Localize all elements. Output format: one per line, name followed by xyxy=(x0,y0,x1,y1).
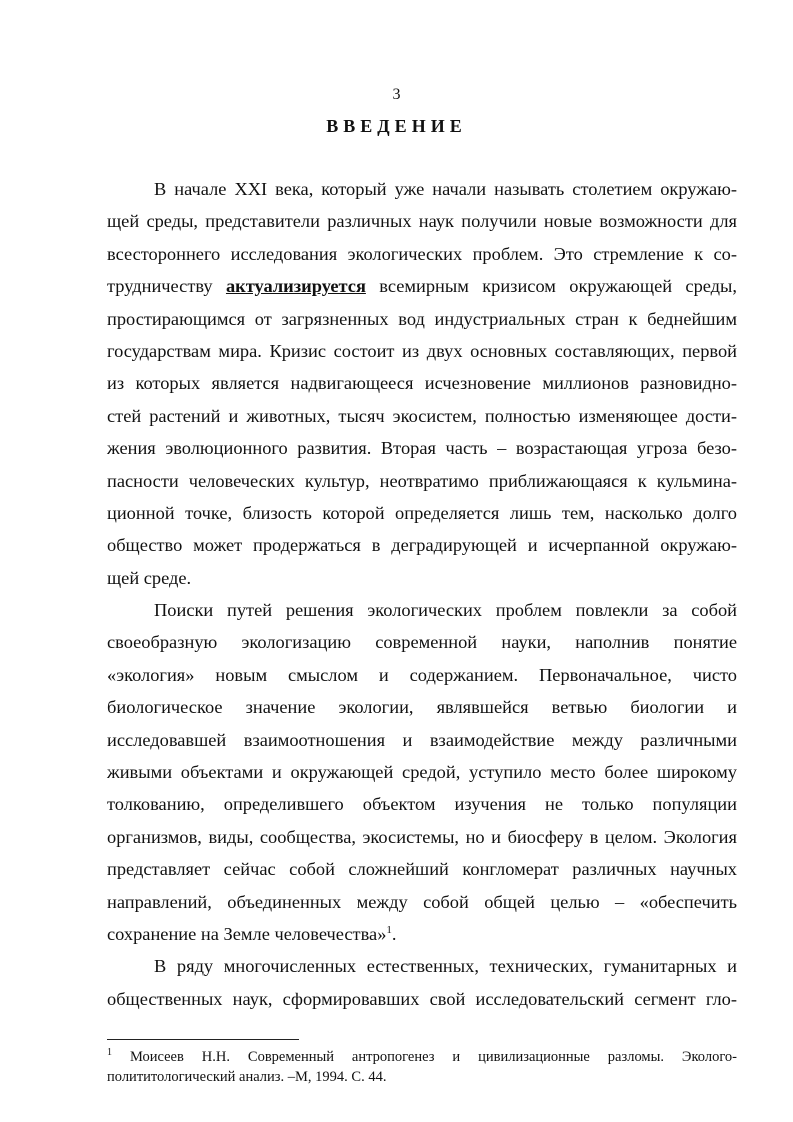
text-line: Поиски путей решения экологических проблем повлекли за собой xyxy=(154,600,737,621)
text-line: исследовавшей взаимоотношения и взаимодействие между различными xyxy=(107,729,737,750)
text-line xyxy=(107,270,737,302)
footnote xyxy=(107,1047,737,1087)
footnote-divider xyxy=(107,1039,299,1040)
text-fragment: сохранение на Земле человечества» xyxy=(107,923,387,944)
text-line: своеобразную экологизацию современной науки, наполнив понятие xyxy=(107,632,737,653)
text-line: представляет сейчас собой сложнейший конгломерат различных научных xyxy=(107,859,737,880)
text-line: пасности человеческих культур, неотвратимо приближающаяся к кульмина- xyxy=(107,470,737,491)
highlighted-word: актуализируется xyxy=(225,276,366,297)
page-title: ВВЕДЕНИЕ xyxy=(326,116,467,136)
text-line: щей среды, представители различных наук получили новые возможности для xyxy=(107,211,737,232)
text-line: простирающимся от загрязненных вод индустриальных стран к беднейшим xyxy=(107,308,737,329)
text-fragment: трудничеству xyxy=(107,276,226,297)
text-line: щей среде. xyxy=(107,567,192,588)
text-line: из которых является надвигающееся исчезновение миллионов разновидно- xyxy=(107,373,737,394)
text-line: «экология» новым смыслом и содержанием. Первоначальное, чисто xyxy=(107,664,737,685)
text-line: общество может продержаться в деградирующей и исчерпанной окружаю- xyxy=(107,535,737,556)
body-text xyxy=(107,173,737,1015)
text-line: толкованию, определившего объектом изучения не только популяции xyxy=(107,794,737,815)
text-line: государствам мира. Кризис состоит из двух основных составляющих, первой xyxy=(107,340,737,361)
text-line: В ряду многочисленных естественных, технических, гуманитарных и xyxy=(154,956,737,977)
text-line: ционной точке, близость которой определяется лишь тем, насколько долго xyxy=(107,502,737,523)
footnote-reference[interactable]: 1 xyxy=(386,923,392,936)
text-line: биологическое значение экологии, являвшейся ветвью биологии и xyxy=(107,697,737,718)
page-number: 3 xyxy=(392,86,401,103)
text-line: организмов, виды, сообщества, экосистемы, но и биосферу в целом. Экология xyxy=(107,826,737,847)
text-line: В начале XXI века, который уже начали называть столетием окружаю- xyxy=(154,179,737,199)
text-line: всестороннего исследования экологических проблем. Это стремление к со- xyxy=(107,243,737,264)
text-line: стей растений и животных, тысяч экосистем, полностью изменяющее дости- xyxy=(107,405,737,426)
text-fragment: всемирным кризисом окружающей среды, xyxy=(365,276,737,297)
text-line xyxy=(107,918,737,950)
footnote-marker: 1 xyxy=(107,1047,112,1059)
footnote-line: полититологический анализ. –М, 1994. С. 44. xyxy=(107,1069,387,1085)
footnote-text: Моисеев Н.Н. Современный антропогенез и цивилизационные разломы. Эколого- xyxy=(112,1049,737,1065)
text-fragment: . xyxy=(391,923,397,944)
text-line: направлений, объединенных между собой общей целью – «обеспечить xyxy=(107,891,737,912)
text-line: общественных наук, сформировавших свой исследовательский сегмент гло- xyxy=(107,988,737,1009)
text-line: живыми объектами и окружающей средой, уступило место более широкому xyxy=(107,762,737,783)
footnote-line xyxy=(107,1047,737,1067)
text-line: жения эволюционного развития. Вторая часть – возрастающая угроза безо- xyxy=(107,438,737,459)
